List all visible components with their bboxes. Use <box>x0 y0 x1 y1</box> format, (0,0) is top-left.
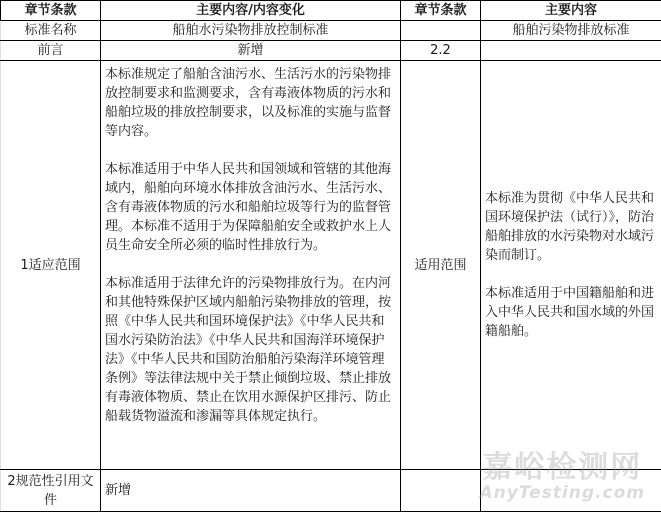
old-clause-cell <box>401 470 481 512</box>
table-row <box>1 41 661 61</box>
content-cell: 新增 <box>101 470 401 512</box>
old-content-cell: 船舶污染物排放标准 <box>481 21 661 41</box>
watermark-en: AnyTesting.com <box>479 484 645 502</box>
old-clause-cell <box>401 21 481 41</box>
table-row <box>1 470 661 512</box>
old-content-cell <box>481 61 661 470</box>
header-old-clause: 章节条款 <box>401 1 481 21</box>
header-content-change: 主要内容/内容变化 <box>101 1 401 21</box>
table-row <box>1 21 661 41</box>
old-content-paragraph: 本标准为贯彻《中华人民共和国环境保护法（试行）》，防治船舶排放的水污染物对水域污染而制订。 <box>485 189 657 265</box>
content-paragraph: 本标准规定了船舶含油污水、生活污水的污染物排放控制要求和监测要求，含有毒液体物质的污水和船舶垃圾的排放控制要求，以及标准的实施与监督等内容。 <box>105 65 396 141</box>
header-old-content: 主要内容 <box>481 1 661 21</box>
content-paragraph: 本标准适用于法律允许的污染物排放行为。在内河和其他特殊保护区域内船舶污染物排放的管理，按照《中华人民共和国环境保护法》《中华人民共和国水污染防治法》《中华人民共和国海洋环境保护法》《中华人民共和国防治船舶污染海洋环境管理条例》等法律法规中关于禁止倾倒垃圾、禁止排放有毒液体物质、禁止在饮用水源保护区排污、防止船载货物溢流和渗漏等具体规定执行。 <box>105 274 396 426</box>
clause-cell: 2规范性引用文件 <box>1 470 101 512</box>
clause-cell: 标准名称 <box>1 21 101 41</box>
old-clause-cell: 适用范围 <box>401 61 481 470</box>
header-row <box>1 1 661 21</box>
content-cell: 新增 <box>101 41 401 61</box>
clause-cell: 前言 <box>1 41 101 61</box>
old-content-paragraph: 本标准适用于中国籍船舶和进入中华人民共和国水域的外国籍船舶。 <box>485 284 657 341</box>
old-content-cell <box>481 41 661 61</box>
content-cell: 船舶水污染物排放控制标准 <box>101 21 401 41</box>
clause-cell: 1适应范围 <box>1 61 101 470</box>
header-clause: 章节条款 <box>1 1 101 21</box>
content-cell <box>101 61 401 470</box>
old-clause-cell: 2.2 <box>401 41 481 61</box>
watermark-cn: 嘉峪检测网 <box>479 452 645 484</box>
table-row <box>1 61 661 470</box>
content-paragraph: 本标准适用于中华人民共和国领域和管辖的其他海域内，船舶向环境水体排放含油污水、生活污水、含有毒液体物质的污水和船舶垃圾等行为的监督管理。本标准不适用于为保障船舶安全或救护水上人员生命安全所必须的临时性排放行为。 <box>105 160 396 255</box>
old-content-cell <box>481 470 661 512</box>
